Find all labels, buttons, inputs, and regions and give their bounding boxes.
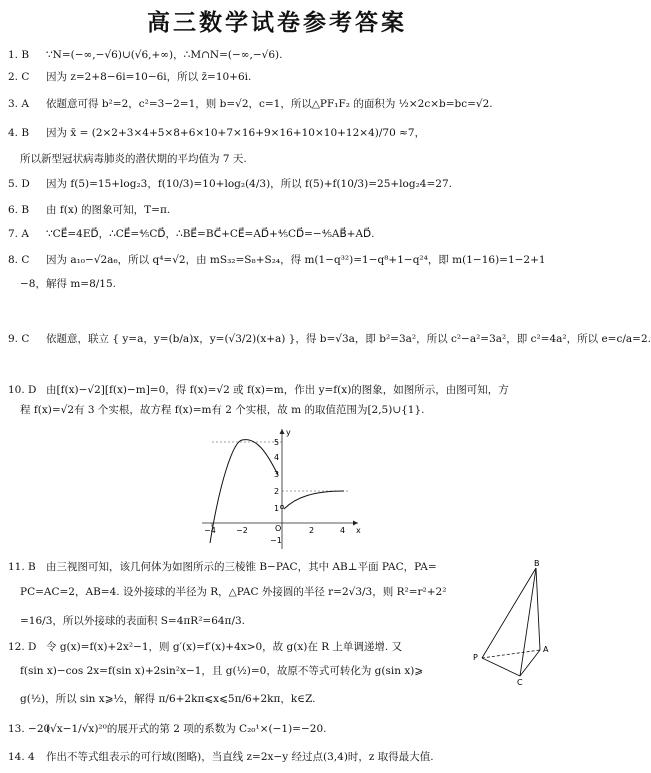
answer-line-q5 — [8, 177, 452, 191]
answer-line-q10 — [8, 383, 509, 397]
answer-number: 9. C — [8, 333, 30, 345]
answer-line-q11 — [8, 560, 437, 574]
graph-label-y3: 3 — [274, 470, 280, 479]
answer-line-q11b — [20, 585, 446, 599]
answer-line-q11c — [20, 614, 245, 628]
answer-number: 1. B — [8, 49, 30, 61]
right-curve — [284, 491, 344, 509]
answer-line-q12 — [8, 640, 402, 654]
pyramid-figure — [470, 556, 554, 686]
answer-line-q9 — [8, 332, 651, 346]
answer-text: ∵CE⃗=4ED⃗，∴CE⃗=⅘CD⃗，∴BE⃗=BC⃗+CE⃗=AD⃗+⅘CD⃗=−⅘AB⃗+AD⃗. — [46, 228, 375, 240]
answer-text: 令 g(x)=f(x)+2x²−1，则 g′(x)=f′(x)+4x>0，故 g(x)在 R 上单调递增. 又 — [46, 641, 403, 653]
answer-line-q4b — [20, 152, 247, 166]
answer-text: 作出不等式组表示的可行域(图略)，当直线 z=2x−y 经过点(3,4)时，z 取得最大值. — [46, 751, 434, 763]
graph-label-yneg1: −1 — [270, 536, 282, 545]
answer-text: 由三视图可知，该几何体为如图所示的三棱锥 B−PAC，其中 AB⊥平面 PAC，PA= — [46, 561, 437, 573]
answer-line-q7 — [8, 227, 374, 241]
answer-line-q3 — [8, 97, 493, 111]
pyramid-label-b: B — [534, 559, 540, 568]
answer-line-q1 — [8, 48, 282, 62]
answer-line-q8 — [8, 253, 546, 267]
answer-line-q12b — [20, 664, 423, 678]
answer-number: 11. B — [8, 561, 36, 573]
answer-number: 2. C — [8, 71, 30, 83]
answer-line-q14 — [8, 750, 434, 764]
answer-number: 13. −20 — [8, 723, 51, 735]
answer-text: g(½)，所以 sin x⩾½，解得 π/6+2kπ⩽x⩽5π/6+2kπ，k∈Z. — [20, 693, 316, 705]
pyramid-label-p: P — [473, 653, 478, 662]
graph-label-x2: 2 — [309, 526, 315, 535]
answer-text: 依题意，联立 { y=a，y=(b/a)x，y=(√3/2)(x+a) }，得 b=√3a，即 b²=3a²，所以 c²−a²=3a²，即 c²=4a²，所以 e=c/a=2. — [46, 333, 651, 345]
graph-label-xneg4: −4 — [204, 526, 216, 535]
graph-label-y5: 5 — [274, 438, 280, 447]
graph-label-x: x — [356, 526, 361, 535]
answer-number: 12. D — [8, 641, 37, 653]
answer-line-q12c — [20, 692, 316, 706]
answer-line-q4 — [8, 126, 425, 140]
graph-label-y1: 1 — [274, 504, 280, 513]
answer-text: 因为 x̄ = (2×2+3×4+5×8+6×10+7×16+9×16+10×10+12×4)/70 ≈7， — [46, 127, 426, 139]
answer-text: −8，解得 m=8/15. — [20, 278, 116, 290]
answer-number: 4. B — [8, 127, 30, 139]
answer-line-q10b — [20, 403, 425, 417]
answer-number: 5. D — [8, 178, 30, 190]
page-title: 高三数学试卷参考答案 — [147, 10, 407, 36]
answer-text: 所以新型冠状病毒肺炎的潜伏期的平均值为 7 天. — [20, 153, 247, 165]
answer-text: 依题意可得 b²=2，c²=3−2=1，则 b=√2，c=1，所以△PF₁F₂ 的面积为 ½×2c×b=bc=√2. — [46, 98, 493, 110]
function-graph — [198, 425, 368, 553]
answer-text: (√x−1/√x)²⁰的展开式的第 2 项的系数为 C₂₀¹×(−1)=−20. — [46, 723, 327, 735]
answer-text: 因为 a₁₀−√2a₆，所以 q⁴=√2，由 mS₃₂=S₈+S₂₄，得 m(1−q³²)=1−q⁸+1−q²⁴，即 m(1−16)=1−2+1 — [46, 254, 546, 266]
answer-line-q2 — [8, 70, 251, 84]
graph-label-y2: 2 — [274, 487, 280, 496]
answer-text: =16/3，所以外接球的表面积 S=4πR²=64π/3. — [20, 615, 246, 627]
pyramid-label-a: A — [543, 645, 549, 654]
answer-text: 程 f(x)=√2有 3 个实根，故方程 f(x)=m有 2 个实根，故 m 的取值范围为[2,5)∪{1}. — [20, 404, 425, 416]
answer-text: 因为 f(5)=15+log₂3，f(10/3)=10+log₂(4/3)，所以 f(5)+f(10/3)=25+log₂4=27. — [46, 178, 452, 190]
answer-text: 由 f(x) 的图象可知，T=π. — [46, 204, 171, 216]
answer-number: 8. C — [8, 254, 30, 266]
answer-line-q6 — [8, 203, 170, 217]
pyramid-label-c: C — [517, 678, 523, 687]
answer-number: 7. A — [8, 228, 29, 240]
graph-label-x4: 4 — [340, 526, 346, 535]
answer-text: f(sin x)−cos 2x=f(sin x)+2sin²x−1，且 g(½)=0，故原不等式可转化为 g(sin x)⩾ — [20, 665, 424, 677]
answer-number: 14. 4 — [8, 751, 35, 763]
graph-label-y4: 4 — [274, 453, 280, 462]
answer-text: 由[f(x)−√2][f(x)−m]=0，得 f(x)=√2 或 f(x)=m，作出 y=f(x)的图象，如图所示，由图可知，方 — [46, 384, 509, 396]
answer-line-q13 — [8, 722, 326, 736]
graph-label-origin: O — [275, 524, 282, 533]
answer-text: 因为 z=2+8−6i=10−6i，所以 z̄=10+6i. — [46, 71, 252, 83]
answer-number: 10. D — [8, 384, 37, 396]
answer-number: 6. B — [8, 204, 30, 216]
answer-number: 3. A — [8, 98, 29, 110]
graph-label-xneg2: −2 — [236, 526, 248, 535]
answer-text: PC=AC=2，AB=4. 设外接球的半径为 R，△PAC 外接圆的半径 r=2√3/3，则 R²=r²+2² — [20, 586, 447, 598]
answer-line-q8b — [20, 277, 116, 291]
graph-label-y: y — [286, 428, 291, 437]
answer-text: ∵N=(−∞,−√6)∪(√6,+∞)，∴M∩N=(−∞,−√6). — [46, 49, 283, 61]
